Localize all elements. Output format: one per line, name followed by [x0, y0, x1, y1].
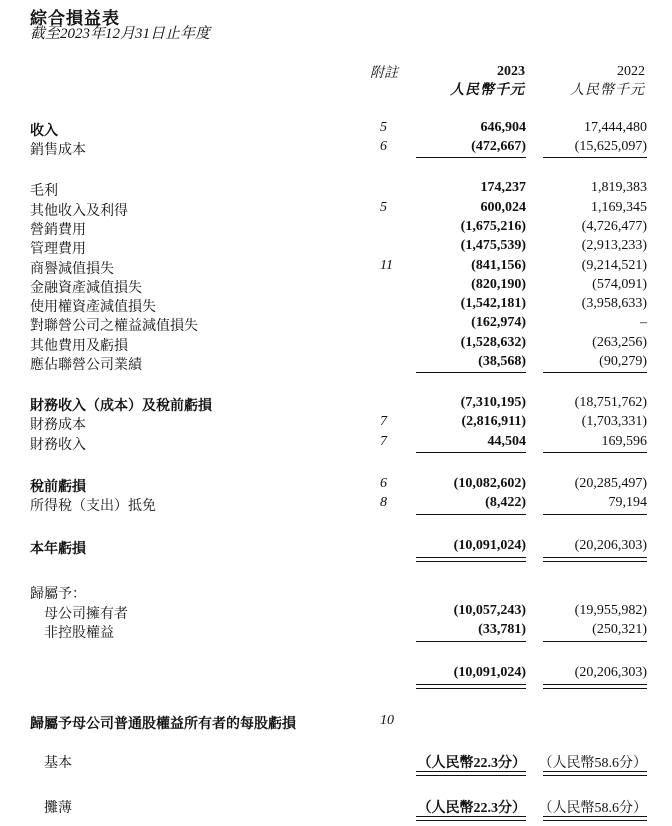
row-label: 非控股權益	[44, 626, 114, 641]
row-cost-of-sales	[0, 139, 672, 158]
value-2022: (20,206,303)	[574, 538, 647, 553]
value-2023: (1,528,632)	[460, 335, 526, 350]
row-admin-expenses	[0, 238, 672, 257]
row-label: 收入	[30, 124, 58, 139]
row-label: 歸屬予：	[30, 587, 86, 602]
row-label: 攤薄	[44, 801, 72, 816]
subtotal-rule-2022	[543, 157, 647, 158]
value-2022: (4,726,477)	[581, 219, 647, 234]
value-2023: (10,082,602)	[453, 476, 526, 491]
row-note: 5	[380, 120, 387, 135]
row-other-income	[0, 200, 672, 219]
row-eps-heading	[0, 713, 672, 732]
column-year-2023: 2023	[497, 64, 525, 79]
subtotal-rule-2022	[543, 452, 647, 453]
value-2022: (20,206,303)	[574, 665, 647, 680]
value-2022: (1,703,331)	[581, 414, 647, 429]
value-2022: (3,958,633)	[581, 296, 647, 311]
total-double-rule-2022	[543, 771, 647, 776]
subtotal-rule-2022	[543, 641, 647, 642]
row-label: 其他收入及利得	[30, 204, 128, 219]
value-2023: (10,091,024)	[453, 538, 526, 553]
value-2022: （人民幣58.6分）	[538, 756, 647, 771]
value-2023: (1,475,539)	[460, 238, 526, 253]
value-2022: (15,625,097)	[574, 139, 647, 154]
total-double-rule-2023	[416, 684, 526, 689]
subtotal-rule-2023	[416, 372, 526, 373]
row-note: 11	[380, 258, 393, 273]
row-label: 應佔聯營公司業績	[30, 358, 142, 373]
value-2023: (820,190)	[471, 277, 526, 292]
value-2023: 174,237	[480, 180, 526, 195]
subtotal-rule-2023	[416, 641, 526, 642]
row-label: 財務收入	[30, 438, 86, 453]
row-note: 8	[380, 495, 387, 510]
value-2023: (8,422)	[485, 495, 526, 510]
value-2022: （人民幣58.6分）	[538, 801, 647, 816]
value-2022: (20,285,497)	[574, 476, 647, 491]
value-2023: (1,675,216)	[460, 219, 526, 234]
value-2023: 44,504	[487, 434, 526, 449]
total-double-rule-2022	[543, 684, 647, 689]
value-2022: (250,321)	[592, 622, 647, 637]
row-label: 商譽減值損失	[30, 262, 114, 277]
value-2022: (263,256)	[592, 335, 647, 350]
row-note: 10	[380, 713, 394, 728]
row-goodwill-impairment	[0, 258, 672, 277]
value-2022: –	[640, 315, 647, 330]
row-label: 使用權資產減值損失	[30, 300, 156, 315]
statement-period: 截至2023年12月31日止年度	[30, 26, 211, 42]
value-2023: (38,568)	[478, 354, 526, 369]
value-2023: （人民幣22.3分）	[417, 756, 526, 771]
value-2022: 169,596	[601, 434, 647, 449]
value-2023: (1,542,181)	[460, 296, 526, 311]
row-label: 財務收入（成本）及稅前虧損	[30, 399, 212, 414]
subtotal-rule-2023	[416, 157, 526, 158]
total-double-rule-2023	[416, 557, 526, 562]
row-associate-impairment	[0, 315, 672, 334]
column-year-2022: 2022	[617, 64, 645, 79]
row-financial-asset-impairment	[0, 277, 672, 296]
row-label: 營銷費用	[30, 223, 86, 238]
value-2022: 79,194	[608, 495, 647, 510]
column-unit-2023: 人民幣千元	[450, 83, 525, 98]
row-attributable-heading	[0, 583, 672, 602]
subtotal-rule-2023	[416, 514, 526, 515]
row-label: 銷售成本	[30, 143, 86, 158]
value-2022: (90,279)	[599, 354, 647, 369]
statement-title: 綜合損益表	[30, 9, 120, 28]
value-2023: (7,310,195)	[460, 395, 526, 410]
row-gross-profit	[0, 180, 672, 199]
value-2022: 1,169,345	[591, 200, 647, 215]
value-2023: 646,904	[480, 120, 526, 135]
row-note: 7	[380, 434, 387, 449]
row-label: 管理費用	[30, 242, 86, 257]
subtotal-rule-2023	[416, 452, 526, 453]
value-2023: 600,024	[480, 200, 526, 215]
row-owners	[0, 603, 672, 622]
row-label: 稅前虧損	[30, 480, 86, 495]
row-label: 財務成本	[30, 418, 86, 433]
row-label: 金融資產減值損失	[30, 281, 142, 296]
note-column-header: 附註	[370, 66, 398, 81]
value-2022: (19,955,982)	[574, 603, 647, 618]
row-label: 本年虧損	[30, 542, 86, 557]
total-double-rule-2022	[543, 557, 647, 562]
total-double-rule-2022	[543, 816, 647, 821]
value-2023: (33,781)	[478, 622, 526, 637]
row-selling-expenses	[0, 219, 672, 238]
row-eps-diluted	[0, 797, 672, 816]
row-finance-income	[0, 434, 672, 453]
row-label: 母公司擁有者	[44, 607, 128, 622]
row-other-expenses	[0, 335, 672, 354]
subtotal-rule-2022	[543, 514, 647, 515]
value-2022: (9,214,521)	[581, 258, 647, 273]
value-2023: (162,974)	[471, 315, 526, 330]
row-nci	[0, 622, 672, 641]
value-2022: (2,913,233)	[581, 238, 647, 253]
value-2022: 17,444,480	[584, 120, 647, 135]
row-loss-for-year	[0, 538, 672, 557]
row-revenue	[0, 120, 672, 139]
row-label: 基本	[44, 756, 72, 771]
column-header-2023	[415, 62, 525, 100]
row-loss-before-tax	[0, 476, 672, 495]
total-double-rule-2023	[416, 816, 526, 821]
row-label: 所得稅（支出）抵免	[30, 499, 156, 514]
value-2023: （人民幣22.3分）	[417, 801, 526, 816]
value-2022: 1,819,383	[591, 180, 647, 195]
row-note: 5	[380, 200, 387, 215]
row-note: 7	[380, 414, 387, 429]
row-label: 毛利	[30, 184, 58, 199]
value-2022: (574,091)	[592, 277, 647, 292]
row-rou-impairment	[0, 296, 672, 315]
row-label: 歸屬予母公司普通股權益所有者的每股虧損	[30, 717, 296, 732]
column-unit-2022: 人民幣千元	[570, 83, 645, 98]
row-eps-basic	[0, 752, 672, 771]
row-attributable-total	[0, 665, 672, 684]
column-header-2022	[535, 62, 645, 100]
value-2023: (472,667)	[471, 139, 526, 154]
row-income-tax	[0, 495, 672, 514]
row-loss-before-finance	[0, 395, 672, 414]
subtotal-rule-2022	[543, 372, 647, 373]
value-2023: (841,156)	[471, 258, 526, 273]
value-2022: (18,751,762)	[574, 395, 647, 410]
row-share-of-associates	[0, 354, 672, 373]
total-double-rule-2023	[416, 771, 526, 776]
value-2023: (10,057,243)	[453, 603, 526, 618]
row-note: 6	[380, 139, 387, 154]
row-note: 6	[380, 476, 387, 491]
row-label: 其他費用及虧損	[30, 339, 128, 354]
row-finance-costs	[0, 414, 672, 433]
row-label: 對聯營公司之權益減值損失	[30, 319, 198, 334]
value-2023: (10,091,024)	[453, 665, 526, 680]
value-2023: (2,816,911)	[461, 414, 526, 429]
